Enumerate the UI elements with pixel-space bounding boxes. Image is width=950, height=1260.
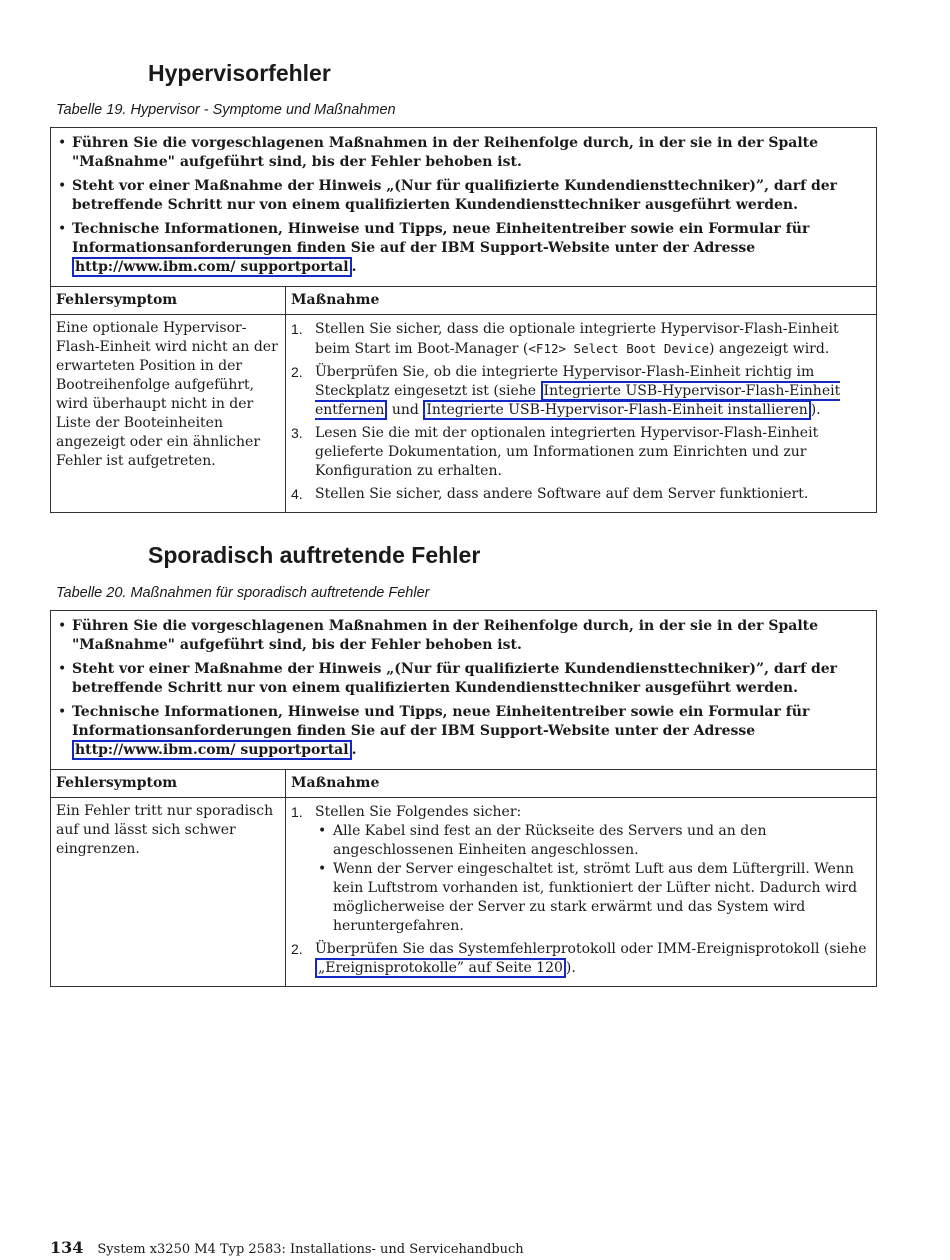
sporadic-table [50,610,877,987]
step-item: 2. Überprüfen Sie das Systemfehlerprotokoll oder IMM-Ereignisprotokoll (siehe „Ereignisprotokolle” auf Seite 120 ). [291,941,867,976]
table-caption-19: Tabelle 19. Hypervisor - Symptome und Maßnahmen [56,102,396,118]
support-portal-link[interactable]: http://www.ibm.com/ supportportal [72,740,352,760]
table-notes [51,611,877,770]
symptom-cell: Eine optionale Hypervisor-Flash-Einheit wird nicht an der erwarteten Position in der Bootreihenfolge aufgeführt, wird überhaupt nicht in der Liste der Booteinheiten angezeigt oder ein ähnlicher Fehler ist aufgetreten. [51,315,286,513]
page-footer [50,1238,524,1257]
section-heading-sporadic: Sporadisch auftretende Fehler [148,542,481,568]
symptom-cell: Ein Fehler tritt nur sporadisch auf und lässt sich schwer eingrenzen. [51,798,286,987]
step-item: 1. Stellen Sie sicher, dass die optionale integrierte Hypervisor-Flash-Einheit beim Start im Boot-Manager (<F12> Select Boot Device) angezeigt wird. [291,321,839,357]
column-header-action: Maßnahme [286,770,877,798]
action-cell [286,315,877,513]
column-header-symptom: Fehlersymptom [51,287,286,315]
sub-item: • Alle Kabel sind fest an der Rückseite des Servers und an den angeschlossenen Einheiten angeschlossen. [315,822,871,860]
step-item: 3. Lesen Sie die mit der optionalen integrierten Hypervisor-Flash-Einheit gelieferte Dokumentation, um Informationen zum Einrichten und zur Konfiguration zu erhalten. [291,425,819,479]
support-portal-link[interactable]: http://www.ibm.com/ supportportal [72,257,352,277]
step-item: 2. Überprüfen Sie, ob die integrierte Hypervisor-Flash-Einheit richtig im Steckplatz eingesetzt ist (siehe Integrierte USB-Hypervisor-Flash-Einheit entfernen und Integrierte USB-Hypervisor-Flash-Einheit installieren ). [291,364,841,418]
boot-device-code: <F12> Select Boot Device [528,341,710,356]
hypervisor-table [50,127,877,513]
action-cell [286,798,877,987]
event-log-link[interactable]: „Ereignisprotokolle” auf Seite 120 [315,958,566,978]
table-caption-20: Tabelle 20. Maßnahmen für sporadisch auftretende Fehler [56,585,430,601]
install-flash-link[interactable]: Integrierte USB-Hypervisor-Flash-Einheit installieren [423,400,810,420]
step-item: 1. Stellen Sie Folgendes sicher: • Alle Kabel sind fest an der Rückseite des Servers und an den angeschlossenen Einheiten angeschlossen. • Wenn der Server eingeschaltet ist, strömt Luft aus dem Lüftergrill. Wenn kein Luftstrom vorhanden ist, funktioniert der Lüfter nicht. Dadurch wird möglicherweise der Server zu stark erwärmt und das System wird heruntergefahren. [291,803,871,936]
note-item: • Steht vor einer Maßnahme der Hinweis „(Nur für qualifizierte Kundendiensttechniker)”, darf der betreffende Schritt nur von einem qualifizierten Kundendiensttechniker ausgeführt werden. [56,660,871,698]
note-item: • Technische Informationen, Hinweise und Tipps, neue Einheitentreiber sowie ein Formular für Informationsanforderungen finden Sie auf der IBM Support-Website unter der Adresse http://www.ibm.com/ supportportal . [56,703,871,760]
note-item: • Technische Informationen, Hinweise und Tipps, neue Einheitentreiber sowie ein Formular für Informationsanforderungen finden Sie auf der IBM Support-Website unter der Adresse http://www.ibm.com/ supportportal . [56,220,871,277]
sub-item: • Wenn der Server eingeschaltet ist, strömt Luft aus dem Lüftergrill. Wenn kein Luftstrom vorhanden ist, funktioniert der Lüfter nicht. Dadurch wird möglicherweise der Server zu stark erwärmt und das System wird heruntergefahren. [315,860,871,936]
step-item: 4. Stellen Sie sicher, dass andere Software auf dem Server funktioniert. [291,486,809,502]
note-item: • Führen Sie die vorgeschlagenen Maßnahmen in der Reihenfolge durch, in der sie in der Spalte "Maßnahme" aufgeführt sind, bis der Fehler behoben ist. [56,134,871,172]
footer-title: System x3250 M4 Typ 2583: Installations- und Servicehandbuch [97,1242,524,1257]
table-notes [51,128,877,287]
note-item: • Führen Sie die vorgeschlagenen Maßnahmen in der Reihenfolge durch, in der sie in der Spalte "Maßnahme" aufgeführt sind, bis der Fehler behoben ist. [56,617,871,655]
column-header-action: Maßnahme [286,287,877,315]
page-number: 134 [50,1238,84,1257]
section-heading-hypervisor: Hypervisorfehler [148,60,331,86]
column-header-symptom: Fehlersymptom [51,770,286,798]
note-item: • Steht vor einer Maßnahme der Hinweis „(Nur für qualifizierte Kundendiensttechniker)”, darf der betreffende Schritt nur von einem qualifizierten Kundendiensttechniker ausgeführt werden. [56,177,871,215]
remove-flash-link[interactable]: Integrierte USB-Hypervisor-Flash-Einheit entfernen [315,383,841,418]
